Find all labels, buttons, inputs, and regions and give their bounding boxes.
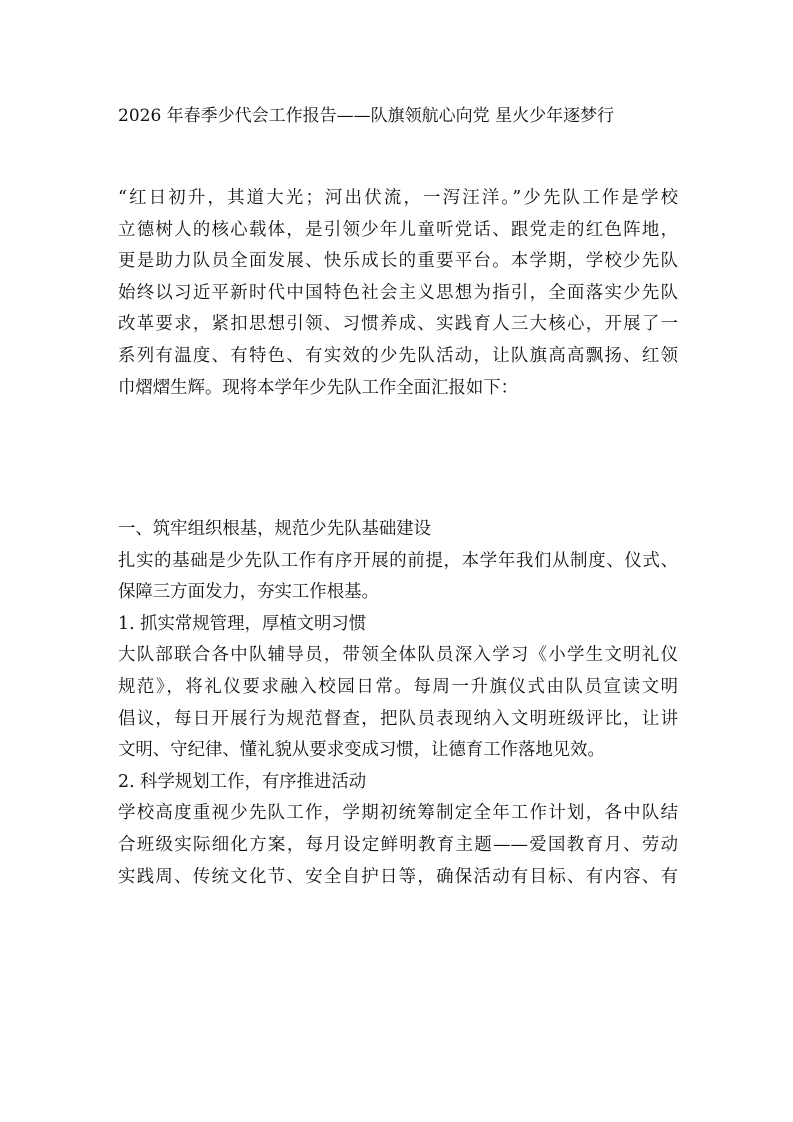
section-heading: 一、筑牢组织根基，规范少先队基础建设	[118, 519, 432, 539]
paragraph-line: 更是助力队员全面发展、快乐成长的重要平台。本学期，学校少先队	[118, 251, 678, 272]
section-1	[118, 514, 678, 893]
subsection-heading: 1. 抓实常规管理，厚植文明习惯	[118, 613, 367, 634]
paragraph-line: 改革要求，紧扣思想引领、习惯养成、实践育人三大核心，开展了一	[118, 314, 678, 335]
paragraph-line: 系列有温度、有特色、有实效的少先队活动，让队旗高高飘扬、红领	[118, 345, 678, 366]
paragraph-line: 文明、守纪律、懂礼貌从要求变成习惯，让德育工作落地见效。	[118, 740, 605, 761]
paragraph-line: 大队部联合各中队辅导员，带领全体队员深入学习《小学生文明礼仪	[118, 645, 678, 666]
paragraph-line: 扎实的基础是少先队工作有序开展的前提，本学年我们从制度、仪式、	[118, 550, 678, 571]
subsection-heading: 2. 科学规划工作，有序推进活动	[118, 771, 367, 792]
paragraph-line: 学校高度重视少先队工作，学期初统筹制定全年工作计划，各中队结	[118, 803, 678, 824]
paragraph-line: 保障三方面发力，夯实工作根基。	[118, 582, 379, 603]
paragraph-line: 规范》，将礼仪要求融入校园日常。每周一升旗仪式由队员宣读文明	[118, 676, 678, 697]
paragraph-line: “红日初升，其道大光；河出伏流，一泻汪洋。”少先队工作是学校	[118, 188, 678, 208]
document-title: 2026 年春季少代会工作报告——队旗领航心向党 星火少年逐梦行	[118, 106, 615, 126]
paragraph-line: 立德树人的核心载体，是引领少年儿童听党话、跟党走的红色阵地，	[118, 219, 678, 240]
paragraph-line: 巾熠熠生辉。现将本学年少先队工作全面汇报如下：	[118, 377, 518, 398]
paragraph-line: 实践周、传统文化节、安全自护日等，确保活动有目标、有内容、有	[118, 866, 678, 887]
paragraph-line: 始终以习近平新时代中国特色社会主义思想为指引，全面落实少先队	[118, 282, 678, 303]
paragraph-line: 合班级实际细化方案，每月设定鲜明教育主题——爱国教育月、劳动	[118, 834, 678, 855]
paragraph-line: 倡议，每日开展行为规范督查，把队员表现纳入文明班级评比，让讲	[118, 708, 678, 729]
intro-paragraph	[118, 183, 678, 404]
